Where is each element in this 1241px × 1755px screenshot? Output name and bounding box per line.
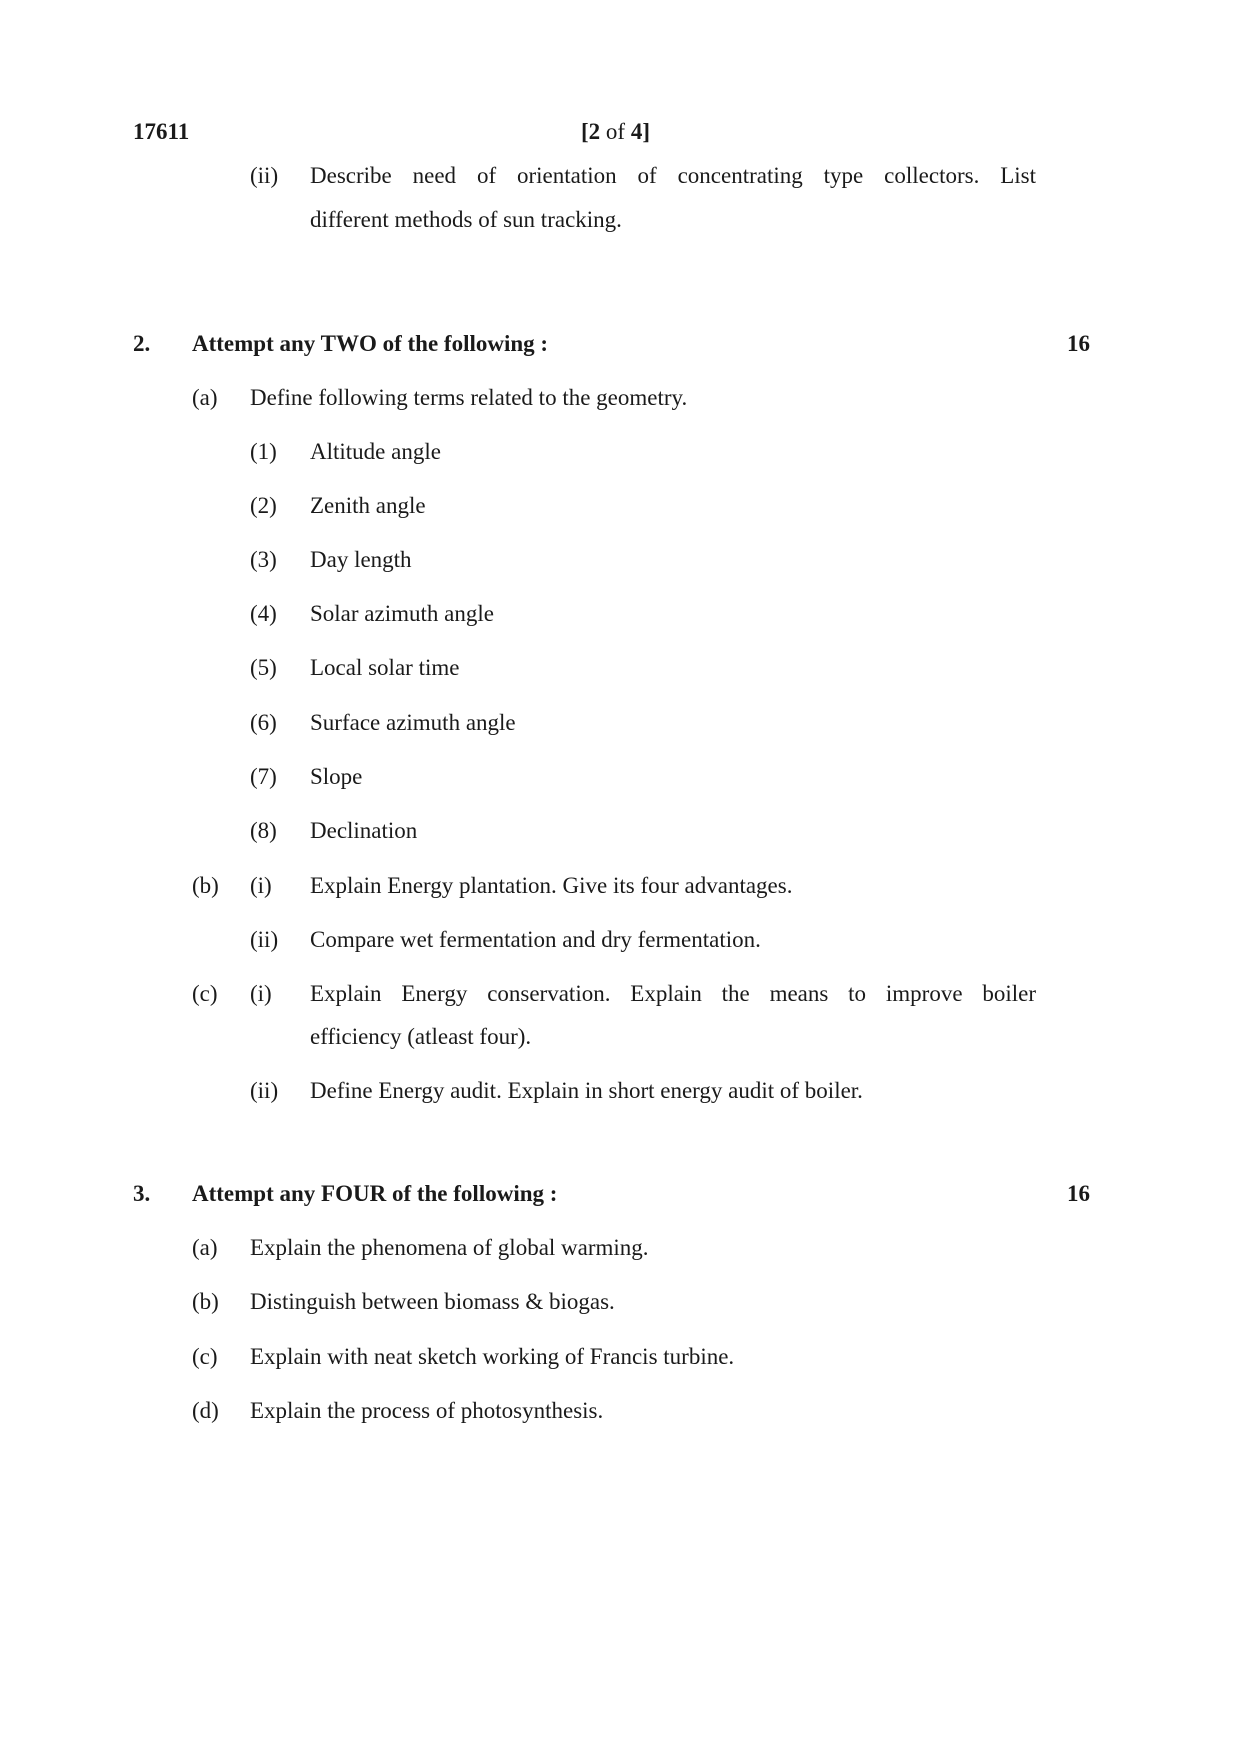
q2c-ii-text: Define Energy audit. Explain in short energy audit of boiler. (310, 1078, 863, 1103)
term-text: Day length (310, 547, 412, 572)
paper-code: 17611 (133, 119, 190, 144)
page-current: 2 (588, 119, 601, 144)
q2a-label: (a) (192, 385, 218, 410)
q3-item-text: Explain with neat sketch working of Francis turbine. (250, 1344, 735, 1369)
q2c-i-line-1: Explain Energy conservation. Explain the means to improve boiler (310, 981, 1036, 1006)
q2c-i-line-2: efficiency (atleast four). (310, 1024, 532, 1049)
q2a-text: Define following terms related to the geometry. (250, 385, 688, 410)
page-bracket-close: ] (642, 119, 651, 144)
q2-marks: 16 (1067, 331, 1090, 356)
q3-item-label: (d) (192, 1398, 219, 1423)
page-total: 4 (630, 119, 643, 144)
q2c-label: (c) (192, 981, 218, 1006)
term-number: (4) (250, 601, 277, 626)
term-number: (7) (250, 764, 277, 789)
page-bracket-open: [ (581, 119, 589, 144)
q3-item-label: (b) (192, 1289, 219, 1314)
term-number: (2) (250, 493, 277, 518)
q2b-ii-number: (ii) (250, 927, 279, 952)
carry-over-line-1: Describe need of orientation of concentrating type collectors. List (310, 163, 1036, 188)
page-indicator (581, 118, 650, 146)
q3-item-label: (a) (192, 1235, 218, 1260)
q3-marks: 16 (1067, 1181, 1090, 1206)
term-number: (6) (250, 710, 277, 735)
term-number: (1) (250, 439, 277, 464)
term-number: (8) (250, 818, 277, 843)
term-text: Zenith angle (310, 493, 426, 518)
page-of: of (600, 119, 631, 144)
term-text: Solar azimuth angle (310, 601, 494, 626)
carry-over-line-2: different methods of sun tracking. (310, 207, 622, 232)
q2-title: Attempt any TWO of the following : (192, 331, 549, 356)
q3-item-text: Explain the phenomena of global warming. (250, 1235, 649, 1260)
q2b-i-text: Explain Energy plantation. Give its four advantages. (310, 873, 793, 898)
term-number: (5) (250, 655, 277, 680)
carry-over-number: (ii) (250, 163, 279, 188)
q2-number: 2. (133, 331, 151, 356)
term-text: Declination (310, 818, 418, 843)
q3-title: Attempt any FOUR of the following : (192, 1181, 558, 1206)
q3-item-text: Explain the process of photosynthesis. (250, 1398, 604, 1423)
q2b-ii-text: Compare wet fermentation and dry fermentation. (310, 927, 761, 952)
q2c-i-number: (i) (250, 981, 272, 1006)
q3-number: 3. (133, 1181, 151, 1206)
q2c-ii-number: (ii) (250, 1078, 279, 1103)
q2b-label: (b) (192, 873, 219, 898)
q3-item-label: (c) (192, 1344, 218, 1369)
term-text: Slope (310, 764, 363, 789)
term-text: Surface azimuth angle (310, 710, 516, 735)
term-number: (3) (250, 547, 277, 572)
q3-item-text: Distinguish between biomass & biogas. (250, 1289, 615, 1314)
q2b-i-number: (i) (250, 873, 272, 898)
term-text: Local solar time (310, 655, 460, 680)
term-text: Altitude angle (310, 439, 441, 464)
